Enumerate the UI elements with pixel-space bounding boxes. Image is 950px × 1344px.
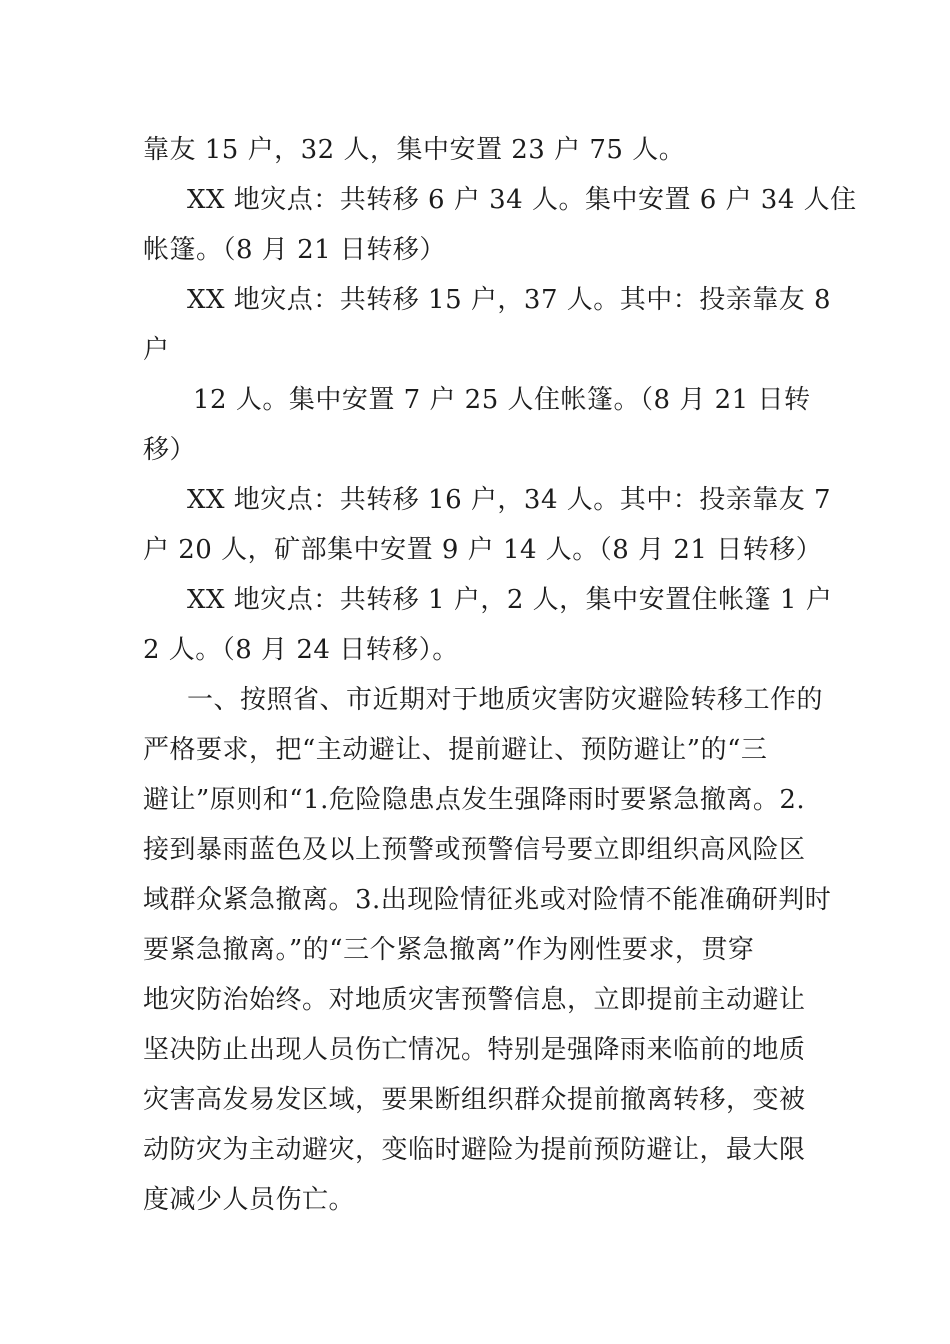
text-line: 要紧急撤离。”的“三个紧急撤离”作为刚性要求，贯穿 [143,935,755,965]
text-line: 移） [143,435,197,465]
text-line: XX 地灾点：共转移 1 户，2 人，集中安置住帐篷 1 户 [187,585,833,615]
text-line: 2 人。（8 月 24 日转移）。 [143,635,459,665]
text-line: 接到暴雨蓝色及以上预警或预警信号要立即组织高风险区 [143,835,806,865]
text-line: 户 [143,335,170,365]
text-line: 避让”原则和“1.危险隐患点发生强降雨时要紧急撤离。2. [143,785,806,815]
text-line: 坚决防止出现人员伤亡情况。特别是强降雨来临前的地质 [143,1035,806,1065]
text-line: 动防灾为主动避灾，变临时避险为提前预防避让，最大限 [143,1135,806,1165]
text-line: XX 地灾点：共转移 15 户，37 人。其中：投亲靠友 8 [187,285,832,315]
text-line: XX 地灾点：共转移 16 户，34 人。其中：投亲靠友 7 [187,485,832,515]
text-line: 12 人。集中安置 7 户 25 人住帐篷。（8 月 21 日转 [193,385,811,415]
text-line: 一、按照省、市近期对于地质灾害防灾避险转移工作的 [187,685,824,715]
text-line: 严格要求，把“主动避让、提前避让、预防避让”的“三 [143,735,768,765]
text-line: 度减少人员伤亡。 [143,1185,356,1215]
text-line: 域群众紧急撤离。3.出现险情征兆或对险情不能准确研判时 [143,885,832,915]
text-line: 地灾防治始终。对地质灾害预警信息，立即提前主动避让 [143,985,806,1015]
text-line: 户 20 人，矿部集中安置 9 户 14 人。（8 月 21 日转移） [143,535,823,565]
text-line: 靠友 15 户，32 人，集中安置 23 户 75 人。 [143,135,686,165]
text-line: XX 地灾点：共转移 6 户 34 人。集中安置 6 户 34 人住 [187,185,857,215]
text-line: 灾害高发易发区域，要果断组织群众提前撤离转移，变被 [143,1085,806,1115]
text-line: 帐篷。（8 月 21 日转移） [143,235,446,265]
